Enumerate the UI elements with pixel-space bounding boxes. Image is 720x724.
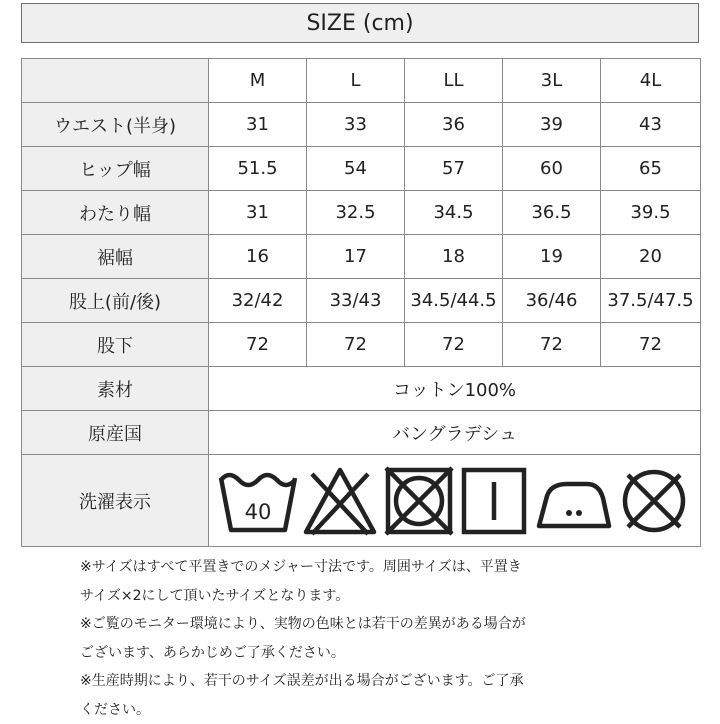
table-cell: 36/46 bbox=[503, 279, 601, 323]
table-cell: 34.5/44.5 bbox=[405, 279, 503, 323]
table-cell: 72 bbox=[601, 323, 701, 367]
no-tumble-dry-icon bbox=[382, 464, 456, 538]
table-cell: 60 bbox=[503, 147, 601, 191]
column-header: LL bbox=[405, 59, 503, 103]
table-row bbox=[22, 323, 701, 367]
care-symbols bbox=[209, 455, 701, 547]
notes bbox=[80, 553, 640, 724]
table-cell: 17 bbox=[307, 235, 405, 279]
row-label: ウエスト(半身) bbox=[22, 103, 209, 147]
table-cell: 39 bbox=[503, 103, 601, 147]
corner-cell bbox=[22, 59, 209, 103]
column-header: M bbox=[209, 59, 307, 103]
size-title: SIZE (cm) bbox=[21, 3, 699, 43]
table-cell: 72 bbox=[405, 323, 503, 367]
table-row bbox=[22, 191, 701, 235]
table-cell: 34.5 bbox=[405, 191, 503, 235]
iron-low-icon bbox=[533, 464, 613, 538]
origin-row bbox=[22, 411, 701, 455]
table-cell: 72 bbox=[503, 323, 601, 367]
note-line: ※サイズはすべて平置きでのメジャー寸法です。周囲サイズは、平置き bbox=[80, 553, 640, 582]
table-cell: 16 bbox=[209, 235, 307, 279]
table-cell: 18 bbox=[405, 235, 503, 279]
note-line: ※ご覧のモニター環境により、実物の色味とは若干の差異がある場合が bbox=[80, 610, 640, 639]
material-label: 素材 bbox=[22, 367, 209, 411]
table-cell: 20 bbox=[601, 235, 701, 279]
table-cell: 54 bbox=[307, 147, 405, 191]
care-label: 洗濯表示 bbox=[22, 455, 209, 547]
row-label: わたり幅 bbox=[22, 191, 209, 235]
column-header: 3L bbox=[503, 59, 601, 103]
origin-label: 原産国 bbox=[22, 411, 209, 455]
column-header: L bbox=[307, 59, 405, 103]
header-row bbox=[22, 59, 701, 103]
table-cell: 43 bbox=[601, 103, 701, 147]
table-cell: 33 bbox=[307, 103, 405, 147]
no-bleach-icon bbox=[302, 464, 378, 538]
line-dry-icon bbox=[459, 464, 529, 538]
note-line: ください。 bbox=[80, 696, 640, 724]
table-row bbox=[22, 279, 701, 323]
table-cell: 72 bbox=[209, 323, 307, 367]
origin-value: バングラデシュ bbox=[209, 411, 701, 455]
row-label: 裾幅 bbox=[22, 235, 209, 279]
wash-40-icon bbox=[217, 464, 299, 538]
note-line: サイズ×2にして頂いたサイズとなります。 bbox=[80, 582, 640, 611]
table-cell: 19 bbox=[503, 235, 601, 279]
table-cell: 39.5 bbox=[601, 191, 701, 235]
table-cell: 72 bbox=[307, 323, 405, 367]
size-table bbox=[21, 58, 701, 547]
table-cell: 32/42 bbox=[209, 279, 307, 323]
table-cell: 36.5 bbox=[503, 191, 601, 235]
column-header: 4L bbox=[601, 59, 701, 103]
table-cell: 32.5 bbox=[307, 191, 405, 235]
row-label: ヒップ幅 bbox=[22, 147, 209, 191]
note-line: ※生産時期により、若干のサイズ誤差が出る場合がございます。ご了承 bbox=[80, 667, 640, 696]
table-row bbox=[22, 147, 701, 191]
material-value: コットン100% bbox=[209, 367, 701, 411]
table-cell: 31 bbox=[209, 103, 307, 147]
table-cell: 65 bbox=[601, 147, 701, 191]
table-cell: 37.5/47.5 bbox=[601, 279, 701, 323]
table-row bbox=[22, 103, 701, 147]
table-cell: 36 bbox=[405, 103, 503, 147]
table-row bbox=[22, 235, 701, 279]
note-line: ございます、あらかじめご了承ください。 bbox=[80, 639, 640, 668]
no-dry-clean-icon bbox=[616, 464, 692, 538]
table-cell: 33/43 bbox=[307, 279, 405, 323]
care-row bbox=[22, 455, 701, 547]
row-label: 股上(前/後) bbox=[22, 279, 209, 323]
table-cell: 31 bbox=[209, 191, 307, 235]
wash-temperature: 40 bbox=[244, 500, 271, 524]
table-cell: 51.5 bbox=[209, 147, 307, 191]
material-row bbox=[22, 367, 701, 411]
table-cell: 57 bbox=[405, 147, 503, 191]
row-label: 股下 bbox=[22, 323, 209, 367]
